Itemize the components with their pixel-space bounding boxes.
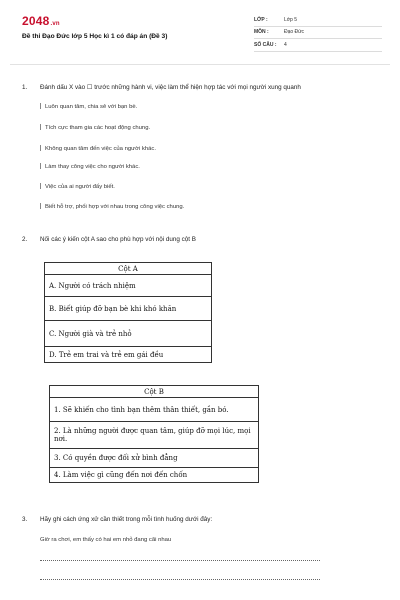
checkbox-icon[interactable] — [40, 124, 43, 130]
table-row: 2. Là những người được quan tâm, giúp đỡ mọi lúc, mọi nơi. — [50, 422, 259, 449]
option-item — [40, 163, 140, 170]
question-number: 2. — [22, 236, 28, 243]
column-b-header: Cột B — [50, 386, 259, 398]
table-row: B. Biết giúp đỡ bạn bè khi khó khăn — [45, 297, 212, 321]
document-title: Đề thi Đạo Đức lớp 5 Học kì 1 có đáp án (Đề 3) — [22, 33, 168, 40]
meta-value: 4 — [284, 41, 287, 48]
table-row: 4. Làm việc gì cũng đến nơi đến chốn — [50, 468, 259, 483]
option-item — [40, 124, 150, 131]
meta-key: SỐ CÂU : — [254, 41, 277, 48]
site-logo[interactable] — [22, 14, 60, 28]
meta-key: LỚP : — [254, 16, 268, 23]
meta-row-class — [254, 14, 382, 27]
checkbox-icon[interactable] — [40, 145, 43, 151]
header-divider — [10, 64, 390, 65]
option-label: Không quan tâm đến việc của người khác. — [45, 146, 156, 152]
checkbox-icon[interactable] — [40, 103, 43, 109]
meta-row-subject — [254, 27, 382, 40]
option-item — [40, 145, 156, 152]
meta-value: Đạo Đức — [284, 29, 305, 36]
option-label: Việc của ai người đấy biết. — [45, 184, 115, 190]
answer-line[interactable] — [40, 560, 320, 561]
table-row: A. Người có trách nhiệm — [45, 275, 212, 297]
logo-domain: .vn — [50, 21, 60, 27]
option-label: Tích cực tham gia các hoạt động chung. — [45, 125, 151, 131]
option-label: Luôn quan tâm, chia sẻ với bạn bè. — [45, 104, 138, 110]
column-a-header: Cột A — [45, 263, 212, 275]
checkbox-icon[interactable] — [40, 163, 43, 169]
question-number: 3. — [22, 516, 28, 523]
question-number: 1. — [22, 84, 28, 91]
table-row: D. Trẻ em trai và trẻ em gái đều — [45, 347, 212, 363]
column-a-table — [44, 262, 212, 363]
option-label: Làm thay công việc cho người khác. — [45, 164, 140, 170]
logo-text: 2048 — [22, 14, 50, 28]
meta-row-count — [254, 39, 382, 52]
checkbox-icon[interactable] — [40, 203, 43, 209]
answer-line[interactable] — [40, 579, 320, 580]
option-item — [40, 183, 115, 190]
question-text: Đánh dấu X vào ☐ trước những hành vi, việc làm thể hiện hợp tác với mọi người xung quanh — [40, 84, 301, 91]
table-row: 1. Sẽ khiến cho tình bạn thêm thân thiết, gắn bó. — [50, 398, 259, 422]
meta-key: MÔN : — [254, 29, 269, 36]
document-meta — [254, 14, 382, 52]
meta-value: Lớp 5 — [284, 16, 298, 23]
question-text: Nối các ý kiến cột A sao cho phù hợp với nội dung cột B — [40, 236, 196, 243]
page-header — [0, 0, 400, 62]
table-row: 3. Có quyền được đối xử bình đẳng — [50, 449, 259, 468]
question-text: Hãy ghi cách ứng xử cần thiết trong mỗi tình huống dưới đây: — [40, 516, 213, 523]
situation-text: Giờ ra chơi, em thấy có hai em nhỏ đang cãi nhau — [40, 537, 172, 543]
column-b-table — [49, 385, 259, 483]
checkbox-icon[interactable] — [40, 183, 43, 189]
option-item — [40, 203, 184, 210]
option-item — [40, 103, 137, 110]
table-row: C. Người già và trẻ nhỏ — [45, 321, 212, 347]
option-label: Biết hỗ trợ, phối hợp với nhau trong công việc chung. — [45, 204, 185, 210]
